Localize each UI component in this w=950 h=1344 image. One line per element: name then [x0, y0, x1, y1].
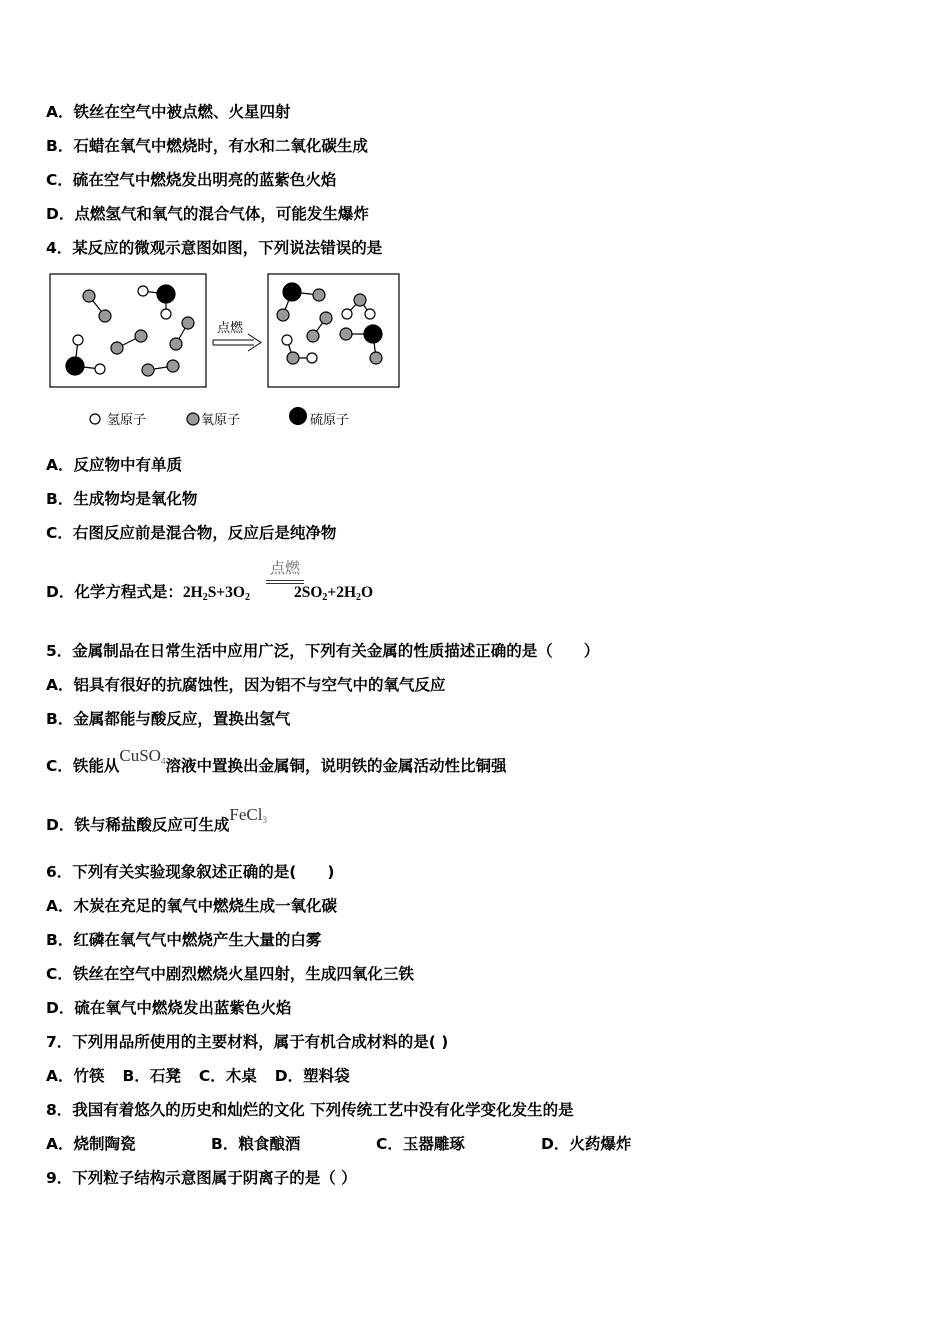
- reaction-arrow: [213, 334, 261, 351]
- q7-option-d: D．塑料袋: [274, 1067, 350, 1085]
- q8-option-b: B．粮食酿酒: [211, 1135, 301, 1153]
- q4-option-a: A．反应物中有单质: [46, 456, 182, 474]
- q3-option-a: A．铁丝在空气中被点燃、火星四射: [46, 103, 291, 121]
- q4-stem: 4．某反应的微观示意图如图，下列说法错误的是: [46, 239, 383, 257]
- q8-option-a: A．烧制陶瓷: [46, 1135, 136, 1153]
- q8-options: [46, 1134, 631, 1154]
- q6-option-a: A．木炭在充足的氧气中燃烧生成一氧化碳: [46, 897, 337, 915]
- q7-options: [46, 1066, 350, 1086]
- q4-option-d: D．化学方程式是：$2H_2S+3O_2$ $2SO_2+2H_2O$: [46, 583, 374, 603]
- cuso4-formula: CuSO$_4$: [119, 746, 166, 766]
- equation-reactants: $2H_2S+3O_2$: [182, 584, 250, 603]
- q3-option-b: B．石蜡在氧气中燃烧时，有水和二氧化碳生成: [46, 137, 368, 155]
- q5-stem: 5．金属制品在日常生活中应用广泛，下列有关金属的性质描述正确的是（ ）: [46, 642, 600, 660]
- equation-condition: 点燃: [269, 559, 300, 577]
- fecl3-formula: FeCl$_3$: [229, 805, 267, 825]
- q8-option-d: D．火药爆炸: [541, 1135, 632, 1153]
- legend-hydrogen: 氢原子: [107, 413, 147, 428]
- legend-oxygen: 氧原子: [201, 413, 241, 428]
- q8-option-c: C．玉器雕琢: [376, 1135, 465, 1153]
- equation-bar-top: [266, 580, 304, 581]
- q5-option-b: B．金属都能与酸反应，置换出氢气: [46, 710, 291, 728]
- reaction-diagram: [48, 270, 418, 440]
- q7-option-c: C．木桌: [198, 1067, 257, 1085]
- q3-option-d: D．点燃氢气和氧气的混合气体，可能发生爆炸: [46, 205, 369, 223]
- q4-option-b: B．生成物均是氧化物: [46, 490, 198, 508]
- q6-stem: 6．下列有关实验现象叙述正确的是( ): [46, 863, 335, 881]
- q6-option-b: B．红磷在氧气气中燃烧产生大量的白雾: [46, 931, 322, 949]
- q5-option-d: D．铁与稀盐酸反应可生成FeCl$_3$: [46, 805, 267, 834]
- arrow-label: 点燃: [217, 321, 244, 336]
- q6-option-d: D．硫在氧气中燃烧发出蓝紫色火焰: [46, 999, 292, 1017]
- legend: [90, 407, 349, 428]
- q7-stem: 7．下列用品所使用的主要材料，属于有机合成材料的是( ): [46, 1033, 449, 1051]
- q7-option-a: A．竹筷: [46, 1067, 105, 1085]
- legend-sulfur: 硫原子: [310, 413, 350, 428]
- equation-products: $2SO_2+2H_2O$: [293, 584, 374, 603]
- q8-stem: 8．我国有着悠久的历史和灿烂的文化 下列传统工艺中没有化学变化发生的是: [46, 1101, 574, 1119]
- q7-option-b: B．石凳: [122, 1067, 181, 1085]
- q3-option-c: C．硫在空气中燃烧发出明亮的蓝紫色火焰: [46, 171, 337, 189]
- q5-option-a: A．铝具有很好的抗腐蚀性，因为铝不与空气中的氧气反应: [46, 676, 446, 694]
- q9-stem: 9．下列粒子结构示意图属于阴离子的是（ ）: [46, 1169, 357, 1187]
- q6-option-c: C．铁丝在空气中剧烈燃烧火星四射，生成四氧化三铁: [46, 965, 414, 983]
- q5-option-c: C．铁能从CuSO$_4$溶液中置换出金属铜，说明铁的金属活动性比铜强: [46, 746, 507, 775]
- q4-option-c: C．右图反应前是混合物，反应后是纯净物: [46, 524, 337, 542]
